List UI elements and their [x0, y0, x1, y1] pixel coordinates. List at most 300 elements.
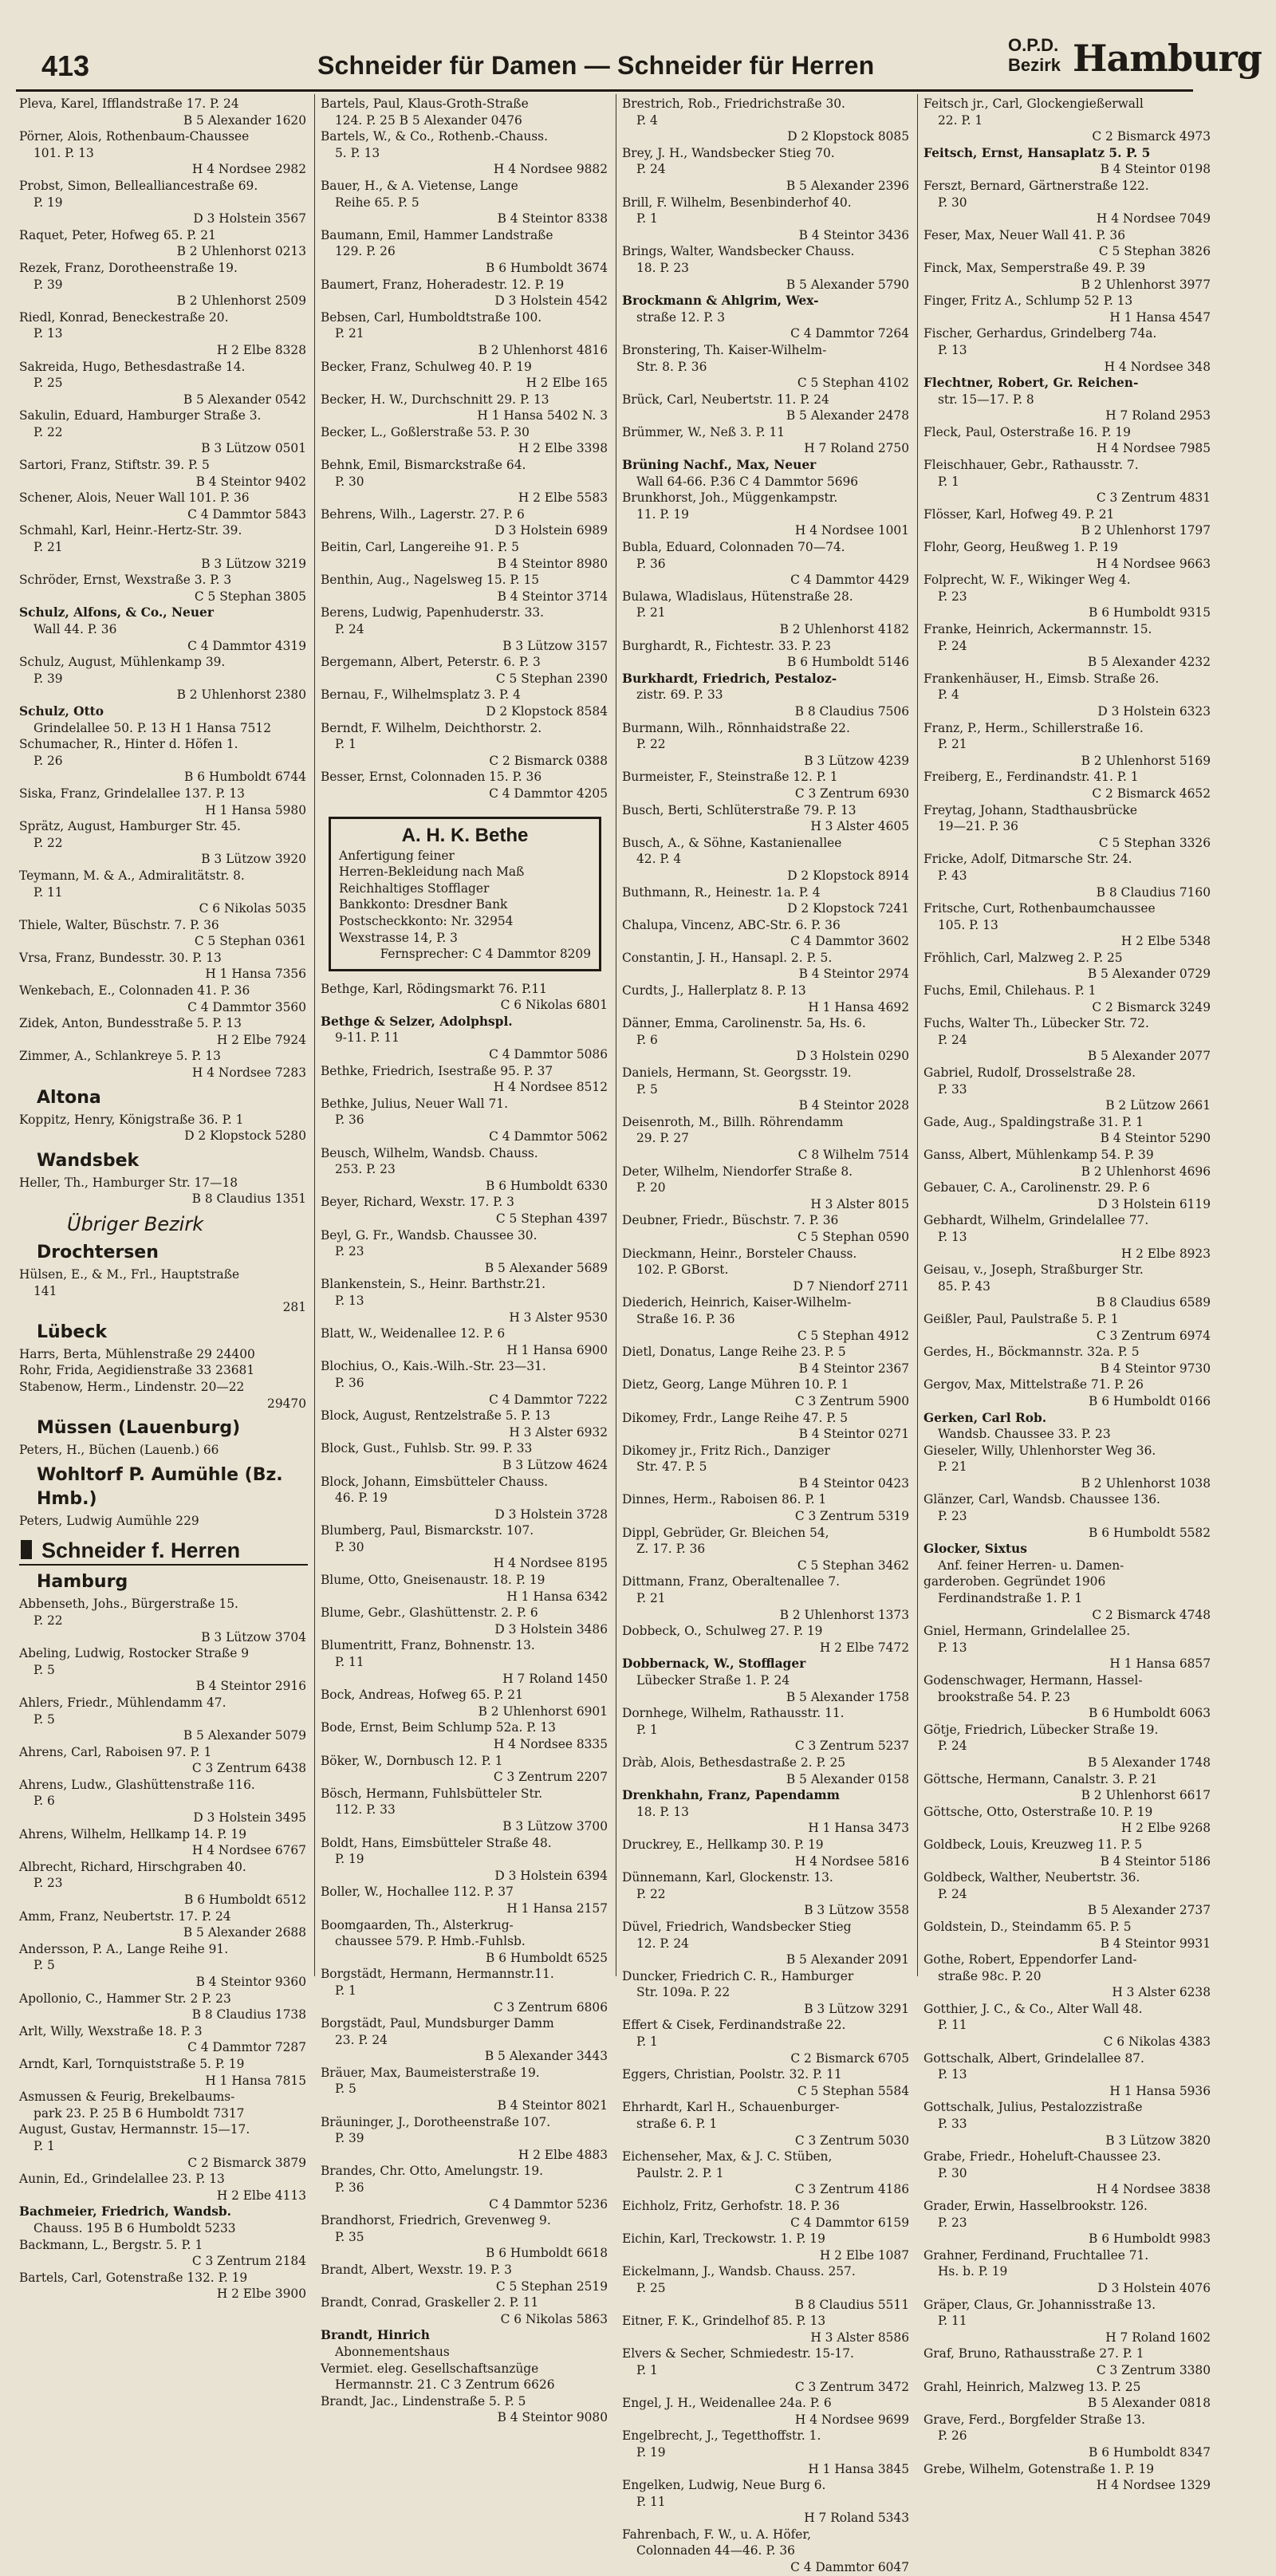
entry-name: Gade, Aug., Spaldingstraße 31. P. 1: [924, 1114, 1144, 1129]
entry-phone: B 5 Alexander 1758: [786, 1689, 909, 1704]
entry-name: Busch, Berti, Schlüterstraße 79. P. 13: [622, 802, 857, 817]
entry-name: Fischer, Gerhardus, Grindelberg 74a.: [924, 326, 1157, 341]
entry-phone: C 3 Zentrum 6974: [1096, 1328, 1211, 1343]
entry-phone: B 4 Steintor 8980: [497, 556, 608, 571]
entry-detail: P. 13: [938, 342, 967, 357]
directory-entry: [622, 983, 911, 1015]
entry-phone: B 4 Steintor 9402: [195, 474, 306, 489]
entry-detail: P. 21: [636, 1591, 666, 1606]
entry-phone: B 6 Humboldt 3674: [486, 260, 608, 275]
entry-phone: C 3 Zentrum 2184: [191, 2254, 306, 2269]
entry-detail: 102. P. GBorst.: [636, 1262, 729, 1278]
entry-phone: D 3 Holstein 6394: [494, 1868, 608, 1883]
entry-name: Grader, Erwin, Hasselbrookstr. 126.: [924, 2199, 1148, 2213]
entry-phone: D 3 Holstein 4076: [1097, 2280, 1211, 2295]
directory-entry: [924, 950, 1212, 983]
entry-name: Geisau, v., Joseph, Straßburger Str.: [924, 1262, 1144, 1278]
entry-name: Albrecht, Richard, Hirschgraben 40.: [19, 1859, 246, 1874]
entry-name: Engelken, Ludwig, Neue Burg 6.: [622, 2478, 826, 2493]
entry-detail: P. 11: [335, 1655, 364, 1670]
directory-entry: [19, 96, 308, 128]
entry-detail: Str. 109a. P. 22: [636, 1985, 731, 2000]
directory-entry: [321, 2212, 609, 2262]
entry-detail: 23. P. 24: [335, 2032, 388, 2047]
directory-entry: [19, 1777, 308, 1826]
entry-phone: B 3 Lützow 4239: [804, 753, 909, 768]
entry-name: Gottschalk, Albert, Grindelallee 87.: [924, 2050, 1144, 2066]
entry-name: Gräper, Claus, Gr. Johannisstraße 13.: [924, 2297, 1156, 2312]
entry-name: Düvel, Friedrich, Wandsbecker Stieg: [622, 1919, 852, 1934]
entry-name: Dippl, Gebrüder, Gr. Bleichen 54,: [622, 1525, 829, 1540]
directory-entry: [924, 2461, 1212, 2494]
entry-phone: H 2 Elbe 1087: [819, 2247, 909, 2263]
ad-line: Reichhaltiges Stofflager: [339, 880, 490, 896]
entry-name: Bronstering, Th. Kaiser-Wilhelm-: [622, 342, 827, 357]
directory-entry: [924, 720, 1212, 770]
entry-detail: P. 25: [33, 376, 63, 391]
directory-entry: [622, 1968, 911, 2018]
entry-phone: C 3 Zentrum 3380: [1096, 2362, 1211, 2377]
entry-name: Grebe, Wilhelm, Gotenstraße 1. P. 19: [924, 2461, 1155, 2476]
entry-name: Geißler, Paul, Paulstraße 5. P. 1: [924, 1311, 1119, 1326]
entry-name: Freiberg, E., Ferdinandstr. 41. P. 1: [924, 770, 1139, 785]
entry-detail: P. 11: [938, 2018, 967, 2033]
directory-entry: [622, 720, 911, 770]
directory-entry: [622, 1164, 911, 1213]
directory-entry: [19, 1346, 308, 1363]
directory-entry: [321, 2361, 609, 2393]
entry-detail: P. 6: [636, 1032, 658, 1047]
directory-entry: [622, 539, 911, 589]
directory-entry: [924, 983, 1212, 1015]
directory-entry: [19, 1826, 308, 1859]
directory-entry: [19, 359, 308, 408]
district-label: [1008, 35, 1061, 75]
place-heading: Hamburg: [37, 1572, 128, 1593]
directory-entry: [321, 178, 609, 227]
entry-detail: 112. P. 33: [335, 1802, 396, 1818]
section-title: Schneider f. Herren: [41, 1538, 241, 1563]
entry-phone: C 4 Dammtor 3560: [187, 999, 306, 1014]
entry-phone: C 5 Stephan 4912: [797, 1328, 909, 1343]
entry-phone: C 5 Stephan 4397: [495, 1211, 608, 1226]
entry-phone: B 5 Alexander 2688: [183, 1925, 306, 1940]
entry-name: Wenkebach, E., Colonnaden 41. P. 36: [19, 983, 250, 998]
entry-phone: B 4 Steintor 9931: [1100, 1936, 1211, 1951]
entry-phone: D 3 Holstein 3486: [494, 1621, 608, 1637]
directory-entry: [321, 720, 609, 770]
directory-entry: [924, 325, 1212, 375]
directory-entry: [622, 917, 911, 950]
entry-phone: H 1 Hansa 3845: [808, 2461, 909, 2476]
entry-phone: H 1 Hansa 5936: [1109, 2083, 1211, 2098]
entry-detail: P. 35: [335, 2229, 364, 2244]
entry-phone: B 3 Lützow 0501: [201, 441, 306, 456]
entry-name: Brunkhorst, Joh., Müggenkampstr.: [622, 490, 838, 506]
entry-phone: B 4 Steintor 2028: [798, 1098, 909, 1113]
entry-name: Brümmer, W., Neß 3. P. 11: [622, 424, 786, 439]
directory-entry: [924, 671, 1212, 720]
entry-name: Stabenow, Herm., Lindenstr. 20—22: [19, 1379, 245, 1394]
directory-entry: [924, 2149, 1212, 2198]
entry-name: Druckrey, E., Hellkamp 30. P. 19: [622, 1837, 824, 1852]
entry-name: Dietz, Georg, Lange Mühren 10. P. 1: [622, 1377, 849, 1392]
entry-phone: H 1 Hansa 4692: [808, 999, 909, 1014]
ad-line: Bankkonto: Dresdner Bank: [339, 897, 508, 912]
entry-name: Probst, Simon, Bellealliancestraße 69.: [19, 178, 258, 193]
entry-name: Burkhardt, Friedrich, Pestaloz-: [622, 671, 837, 686]
entry-phone: C 2 Bismarck 4748: [1092, 1607, 1211, 1622]
entry-phone: B 2 Uhlenhorst 1038: [1081, 1475, 1211, 1491]
entry-name: Gebhardt, Wilhelm, Grindelallee 77.: [924, 1213, 1149, 1228]
entry-name: Brandt, Albert, Wexstr. 19. P. 3: [321, 2263, 512, 2277]
entry-phone: H 4 Nordsee 1001: [794, 523, 909, 538]
entry-name: Peters, Ludwig Aumühle 229: [19, 1513, 199, 1528]
directory-entry: [321, 1917, 609, 1967]
entry-detail: P. 30: [335, 1539, 364, 1554]
entry-detail: straße 98c. P. 20: [938, 1968, 1042, 1983]
entry-detail: P. 11: [938, 2314, 967, 2329]
entry-name: Vermiet. eleg. Gesellschaftsanzüge: [321, 2361, 539, 2376]
entry-detail: 46. P. 19: [335, 1491, 388, 1506]
entry-phone: B 4 Steintor 8338: [497, 211, 608, 226]
directory-entry: [19, 1048, 308, 1081]
entry-phone: H 2 Elbe 7472: [819, 1640, 909, 1655]
directory-entry: [622, 802, 911, 835]
entry-detail: 129. P. 26: [335, 244, 396, 259]
directory-entry: [622, 195, 911, 244]
directory-entry: [19, 128, 308, 178]
directory-entry: [622, 1410, 911, 1443]
entry-phone: B 5 Alexander 0818: [1087, 2396, 1211, 2411]
entry-phone: H 7 Roland 5343: [804, 2511, 909, 2526]
directory-entry: [924, 2412, 1212, 2461]
directory-entry: [622, 1114, 911, 1164]
entry-detail: P. 5: [33, 1662, 55, 1677]
directory-entry: [19, 2121, 308, 2171]
directory-entry: [924, 539, 1212, 572]
entry-phone: C 2 Bismarck 6705: [790, 2050, 909, 2066]
directory-entry: [321, 2262, 609, 2294]
entry-name: Borgstädt, Hermann, Hermannstr.11.: [321, 1967, 554, 1982]
entry-name: Fuchs, Walter Th., Lübecker Str. 72.: [924, 1016, 1149, 1031]
entry-phone: B 5 Alexander 5689: [484, 1260, 608, 1275]
entry-name: Berens, Ludwig, Papenhuderstr. 33.: [321, 605, 545, 620]
directory-entry: [622, 392, 911, 424]
entry-name: Gottschalk, Julius, Pestalozzistraße: [924, 2100, 1143, 2115]
entry-name: Graf, Bruno, Rathausstraße 27. P. 1: [924, 2346, 1144, 2361]
entry-name: Deubner, Friedr., Büschstr. 7. P. 36: [622, 1213, 839, 1228]
entry-phone: C 4 Dammtor 5236: [489, 2196, 608, 2212]
directory-entry: [924, 1541, 1212, 1574]
directory-entry: [622, 2066, 911, 2099]
directory-entry: [321, 1966, 609, 2015]
entry-phone: D 2 Klopstock 5280: [184, 1128, 306, 1144]
ad-line: Herren-Bekleidung nach Maß: [339, 865, 525, 880]
entry-name: Asmussen & Feurig, Brekelbaums-: [19, 2090, 235, 2105]
entry-detail: P. 1: [335, 1983, 356, 1998]
directory-entry: [321, 128, 609, 178]
entry-name: Blankenstein, S., Heinr. Barthstr.21.: [321, 1277, 546, 1292]
directory-entry: [924, 227, 1212, 260]
directory-entry: [622, 638, 911, 671]
entry-detail: P. 43: [938, 868, 967, 883]
entry-name: Gieseler, Willy, Uhlenhorster Weg 36.: [924, 1443, 1156, 1458]
entry-detail: P. 24: [938, 638, 967, 653]
directory-entry: [19, 1859, 308, 1908]
directory-entry: [622, 1689, 911, 1706]
directory-entry: [19, 605, 308, 654]
directory-entry: [622, 2017, 911, 2066]
entry-name: Pleva, Karel, Ifflandstraße 17. P. 24: [19, 97, 239, 111]
entry-name: Grahner, Ferdinand, Fruchtallee 71.: [924, 2247, 1149, 2263]
entry-phone: H 1 Hansa 5402 N. 3: [477, 408, 608, 423]
entry-phone: B 2 Uhlenhorst 1373: [779, 1607, 909, 1622]
entry-name: Boller, W., Hochallee 112. P. 37: [321, 1885, 514, 1900]
entry-name: Flechtner, Robert, Gr. Reichen-: [924, 376, 1139, 391]
directory-entry: [622, 1525, 911, 1574]
directory-entry: [622, 950, 911, 983]
directory-entry: [924, 506, 1212, 539]
directory-entry: [622, 1869, 911, 1919]
entry-phone: B 5 Alexander 0729: [1087, 967, 1211, 982]
directory-entry: [321, 1753, 609, 1786]
directory-entry: [924, 2050, 1212, 2100]
entry-name: Burmeister, F., Steinstraße 12. P. 1: [622, 770, 838, 785]
column-2: [321, 96, 609, 2425]
directory-entry: [622, 342, 911, 392]
directory-entry: [321, 1145, 609, 1195]
entry-phone: H 7 Roland 1450: [502, 1671, 608, 1686]
place-heading: Müssen (Lauenburg): [37, 1418, 241, 1439]
entry-name: Elvers & Secher, Schmiedestr. 15-17.: [622, 2346, 854, 2361]
entry-name: Frankenhäuser, H., Eimsb. Straße 26.: [924, 671, 1160, 686]
directory-entry: [19, 1175, 308, 1207]
directory-entry: [321, 1408, 609, 1440]
entry-phone: H 2 Elbe 9268: [1120, 1821, 1211, 1836]
entry-name: Dikomey, Frdr., Lange Reihe 47. P. 5: [622, 1410, 849, 1425]
directory-entry: [19, 1513, 308, 1530]
entry-phone: B 2 Uhlenhorst 3977: [1081, 277, 1211, 292]
entry-name: Baumert, Franz, Hoheradestr. 12. P. 19: [321, 277, 565, 292]
entry-name: Götje, Friedrich, Lübecker Straße 19.: [924, 1722, 1159, 1737]
entry-name: Sprätz, August, Hamburger Str. 45.: [19, 819, 241, 834]
entry-detail: P. 25: [636, 2280, 666, 2295]
directory-entry: [622, 1377, 911, 1409]
entry-detail: P. 26: [33, 753, 63, 768]
entry-detail: 85. P. 43: [938, 1278, 990, 1294]
entry-detail: P. 22: [33, 835, 63, 850]
entry-name: Godenschwager, Hermann, Hassel-: [924, 1673, 1143, 1688]
entry-name: Blume, Gebr., Glashüttenstr. 2. P. 6: [321, 1605, 538, 1621]
directory-entry: [19, 654, 308, 703]
directory-entry: [924, 1491, 1212, 1541]
entry-detail: brookstraße 54. P. 23: [938, 1689, 1070, 1704]
entry-detail: P. 20: [636, 1180, 666, 1195]
entry-name: Teymann, M. & A., Admiralitätstr. 8.: [19, 868, 245, 883]
directory-entry: [622, 671, 911, 720]
entry-phone: C 6 Nikolas 6801: [500, 998, 608, 1013]
entry-detail: 19—21. P. 36: [938, 819, 1018, 834]
entry-name: Busch, A., & Söhne, Kastanienallee: [622, 835, 842, 850]
entry-phone: B 2 Uhlenhorst 4816: [478, 342, 608, 357]
entry-name: Dünnemann, Karl, Glockenstr. 13.: [622, 1870, 833, 1885]
entry-detail: 18. P. 13: [636, 1804, 689, 1819]
entry-name: Dobbeck, O., Schulweg 27. P. 19: [622, 1624, 823, 1639]
entry-name: Dobbernack, W., Stofflager: [622, 1656, 806, 1672]
entry-detail: P. 24: [938, 1032, 967, 1047]
entry-phone: B 3 Lützow 4624: [502, 1457, 608, 1472]
directory-entry: [924, 1311, 1212, 1344]
directory-entry: [924, 96, 1212, 145]
entry-name: Bösch, Hermann, Fuhlsbütteler Str.: [321, 1786, 543, 1801]
entry-name: Dikomey jr., Fritz Rich., Danziger: [622, 1443, 830, 1458]
entry-phone: B 5 Alexander 2737: [1087, 1903, 1211, 1918]
entry-name: Gebauer, C. A., Carolinenstr. 29. P. 6: [924, 1180, 1150, 1195]
entry-phone: C 4 Dammtor 7264: [790, 326, 909, 341]
entry-phone: C 4 Dammtor 5086: [489, 1047, 608, 1062]
entry-phone: D 3 Holstein 0290: [796, 1049, 909, 1064]
entry-detail: P. 19: [636, 2444, 666, 2460]
entry-name: Dittmann, Franz, Oberaltenallee 7.: [622, 1574, 841, 1589]
entry-phone: B 4 Steintor 9360: [195, 1975, 306, 1989]
entry-name: Thiele, Walter, Büschstr. 7. P. 36: [19, 917, 219, 932]
directory-entry: [622, 1837, 911, 1869]
entry-detail: P. 21: [636, 605, 666, 620]
entry-phone: H 4 Nordsee 9699: [794, 2412, 909, 2427]
entry-name: Schulz, Alfons, & Co., Neuer: [19, 605, 214, 620]
entry-phone: B 4 Steintor 3714: [497, 589, 608, 604]
entry-phone: D 3 Holstein 6323: [1097, 703, 1211, 719]
entry-name: Schröder, Ernst, Wexstraße 3. P. 3: [19, 573, 232, 588]
entry-phone: B 3 Lützow 3219: [201, 556, 306, 571]
directory-entry: [19, 983, 308, 1015]
entry-detail: Hs. b. P. 19: [938, 2264, 1008, 2279]
entry-name: Gabriel, Rudolf, Drosselstraße 28.: [924, 1065, 1136, 1081]
entry-phone: D 3 Holstein 4542: [494, 293, 608, 309]
entry-phone: B 8 Claudius 1351: [191, 1191, 306, 1207]
entry-phone: H 7 Roland 1602: [1105, 2330, 1211, 2345]
entry-detail: 101. P. 13: [33, 145, 94, 160]
directory-entry: [321, 424, 609, 457]
entry-name: Sartori, Franz, Stiftstr. 39. P. 5: [19, 458, 210, 473]
entry-name: Eickelmann, J., Wandsb. Chauss. 257.: [622, 2264, 856, 2279]
directory-entry: [321, 1440, 609, 1473]
entry-name: Benthin, Aug., Nagelsweg 15. P. 15: [321, 573, 540, 588]
directory-entry: [924, 1180, 1212, 1212]
entry-phone: B 5 Alexander 2478: [786, 408, 909, 423]
entry-name: Dietl, Donatus, Lange Reihe 23. P. 5: [622, 1345, 846, 1360]
entry-phone: B 3 Lützow 3704: [201, 1629, 306, 1644]
entry-name: Feitsch jr., Carl, Glockengießerwall: [924, 97, 1144, 111]
entry-detail: Wandsb. Chaussee 33. P. 23: [938, 1427, 1111, 1442]
directory-entry: [622, 589, 911, 638]
directory-entry: [622, 2231, 911, 2263]
entry-name: Becker, H. W., Durchschnitt 29. P. 13: [321, 392, 549, 407]
directory-entry: [622, 2313, 911, 2346]
directory-entry: [19, 178, 308, 227]
directory-entry: [622, 2346, 911, 2395]
entry-name: Brockmann & Ahlgrim, Wex-: [622, 293, 819, 309]
entry-phone: B 6 Humboldt 6063: [1089, 1706, 1211, 1721]
directory-entry: [321, 1474, 609, 1523]
entry-name: Bethge & Selzer, Adolphspl.: [321, 1014, 513, 1029]
directory-entry: [321, 96, 609, 128]
entry-detail: P. 13: [938, 1229, 967, 1244]
directory-entry: [924, 178, 1212, 227]
entry-name: Blumberg, Paul, Bismarckstr. 107.: [321, 1523, 534, 1538]
directory-entry: [622, 1065, 911, 1114]
directory-entry: [321, 1786, 609, 1835]
entry-detail: P. 11: [33, 884, 63, 900]
entry-name: Ahlers, Friedr., Mühlendamm 47.: [19, 1695, 226, 1710]
entry-detail: P. 23: [938, 589, 967, 604]
entry-phone: C 4 Dammtor 6047: [790, 2560, 909, 2575]
entry-detail: Paulstr. 2. P. 1: [636, 2165, 724, 2180]
entry-detail: P. 22: [33, 1613, 63, 1628]
entry-name: Fuchs, Emil, Chilehaus. P. 1: [924, 983, 1097, 998]
directory-entry: [19, 2089, 308, 2121]
directory-entry: [19, 1379, 308, 1412]
entry-phone: 281: [282, 1300, 306, 1315]
entry-phone: B 4 Steintor 0271: [798, 1427, 909, 1442]
directory-entry: [19, 950, 308, 983]
directory-entry: [622, 1623, 911, 1656]
entry-detail: P. 36: [335, 1375, 364, 1390]
directory-entry: [622, 2263, 911, 2313]
entry-phone: H 2 Elbe 7924: [216, 1032, 306, 1047]
directory-entry: [924, 1212, 1212, 1262]
directory-entry: [19, 1362, 308, 1379]
entry-phone: B 2 Uhlenhorst 4696: [1081, 1164, 1211, 1179]
directory-entry: [321, 1687, 609, 1719]
entry-phone: C 2 Bismarck 3879: [187, 2155, 306, 2170]
entry-detail: P. 5: [636, 1081, 658, 1097]
entry-name: Schmahl, Karl, Heinr.-Hertz-Str. 39.: [19, 523, 242, 538]
directory-entry: [321, 654, 609, 687]
place-heading: Übriger Bezirk: [67, 1213, 204, 1235]
entry-name: Finck, Max, Semperstraße 49. P. 39: [924, 260, 1146, 275]
entry-detail: P. 33: [938, 1081, 967, 1097]
directory-entry: [321, 359, 609, 392]
entry-name: Block, August, Rentzelstraße 5. P. 13: [321, 1408, 550, 1424]
entry-phone: D 3 Holstein 3728: [494, 1507, 608, 1522]
entry-phone: H 1 Hansa 6857: [1109, 1656, 1211, 1672]
entry-phone: H 7 Roland 2953: [1105, 408, 1211, 423]
entry-detail: P. 21: [33, 540, 63, 555]
entry-phone: B 6 Humboldt 8347: [1089, 2444, 1211, 2460]
directory-entry: [924, 1837, 1212, 1869]
entry-name: Zimmer, A., Schlankreye 5. P. 13: [19, 1049, 221, 1064]
directory-entry: [622, 145, 911, 195]
directory-entry: [622, 1212, 911, 1245]
directory-entry: [622, 490, 911, 539]
entry-phone: H 4 Nordsee 8512: [493, 1080, 608, 1095]
entry-detail: P. 23: [938, 2215, 967, 2230]
entry-name: Fleck, Paul, Osterstraße 16. P. 19: [924, 424, 1131, 439]
entry-phone: H 4 Nordsee 348: [1104, 359, 1211, 374]
directory-entry: [19, 1991, 308, 2023]
entry-detail: P. 5: [335, 2082, 356, 2097]
entry-phone: H 2 Elbe 3398: [518, 441, 608, 456]
entry-detail: Straße 16. P. 36: [636, 1311, 735, 1326]
place-heading: Lübeck: [37, 1321, 108, 1342]
entry-name: Bergemann, Albert, Peterstr. 6. P. 3: [321, 655, 541, 670]
entry-name: Riedl, Konrad, Beneckestraße 20.: [19, 309, 229, 325]
entry-detail: P. 21: [938, 1459, 967, 1475]
entry-name: Abbenseth, Johs., Bürgerstraße 15.: [19, 1597, 238, 1612]
ad-phone: Fernsprecher: C 4 Dammtor 8209: [380, 947, 591, 962]
